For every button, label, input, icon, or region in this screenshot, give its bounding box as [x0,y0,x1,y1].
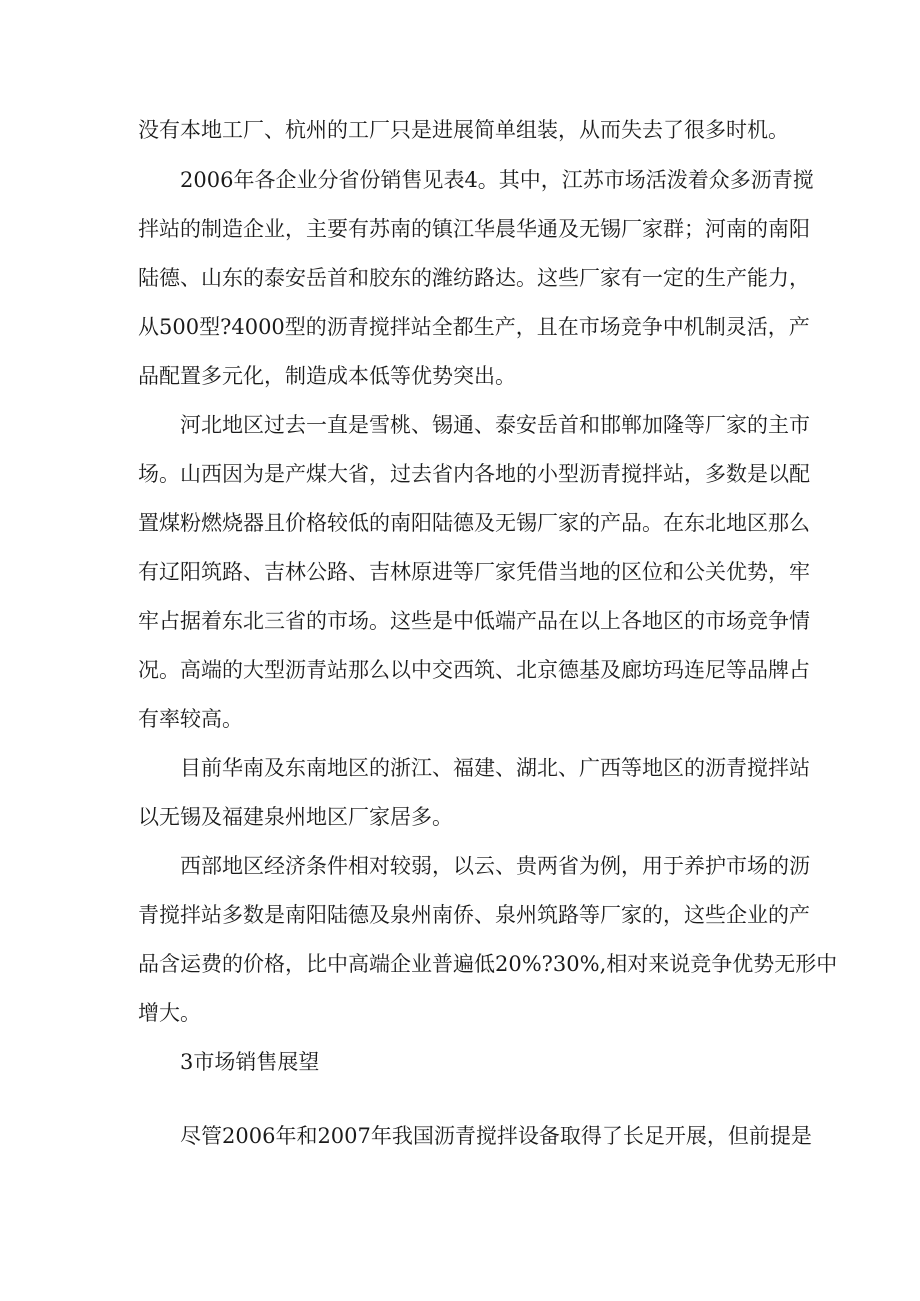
paragraph-line: 品配置多元化，制造成本低等优势突出。 [138,364,516,388]
paragraph-line: 拌站的制造企业，主要有苏南的镇江华晨华通及无锡厂家群；河南的南阳 [138,217,810,241]
paragraph-line: 以无锡及福建泉州地区厂家居多。 [138,805,453,829]
paragraph-line: 有辽阳筑路、吉林公路、吉林原进等厂家凭借当地的区位和公关优势，牢 [138,560,810,584]
paragraph-line: 从500型?4000型的沥青搅拌站全都生产，且在市场竞争中机制灵活，产 [138,315,810,339]
paragraph-line: 青搅拌站多数是南阳陆德及泉州南侨、泉州筑路等厂家的，这些企业的产 [138,903,810,927]
paragraph-line: 场。山西因为是产煤大省，过去省内各地的小型沥青搅拌站，多数是以配 [138,462,810,486]
paragraph-line: 置煤粉燃烧器且价格较低的南阳陆德及无锡厂家的产品。在东北地区那么 [138,511,810,535]
paragraph-line: 况。高端的大型沥青站那么以中交西筑、北京德基及廊坊玛连尼等品牌占 [138,658,810,682]
paragraph-line: 品含运费的价格，比中高端企业普遍低20%?30%,相对来说竞争优势无形中 [138,952,838,976]
paragraph-line: 有率较高。 [138,707,243,731]
paragraph-line: 2006年各企业分省份销售见表4。其中，江苏市场活泼着众多沥青搅 [180,168,814,192]
paragraph-line: 西部地区经济条件相对较弱，以云、贵两省为例，用于养护市场的沥 [180,854,810,878]
paragraph-line: 没有本地工厂、杭州的工厂只是进展简单组装，从而失去了很多时机。 [138,118,789,142]
paragraph-line: 目前华南及东南地区的浙江、福建、湖北、广西等地区的沥青搅拌站 [180,756,810,780]
paragraph-line: 增大。 [138,1001,201,1025]
paragraph-line: 河北地区过去一直是雪桃、锡通、泰安岳首和邯郸加隆等厂家的主市 [180,413,810,437]
paragraph-line: 牢占据着东北三省的市场。这些是中低端产品在以上各地区的市场竞争情 [138,609,810,633]
paragraph-line: 陆德、山东的泰安岳首和胶东的潍纺路达。这些厂家有一定的生产能力， [138,266,810,290]
paragraph-line: 尽管2006年和2007年我国沥青搅拌设备取得了长足开展，但前提是 [180,1124,812,1148]
section-heading: 3市场销售展望 [180,1050,320,1074]
